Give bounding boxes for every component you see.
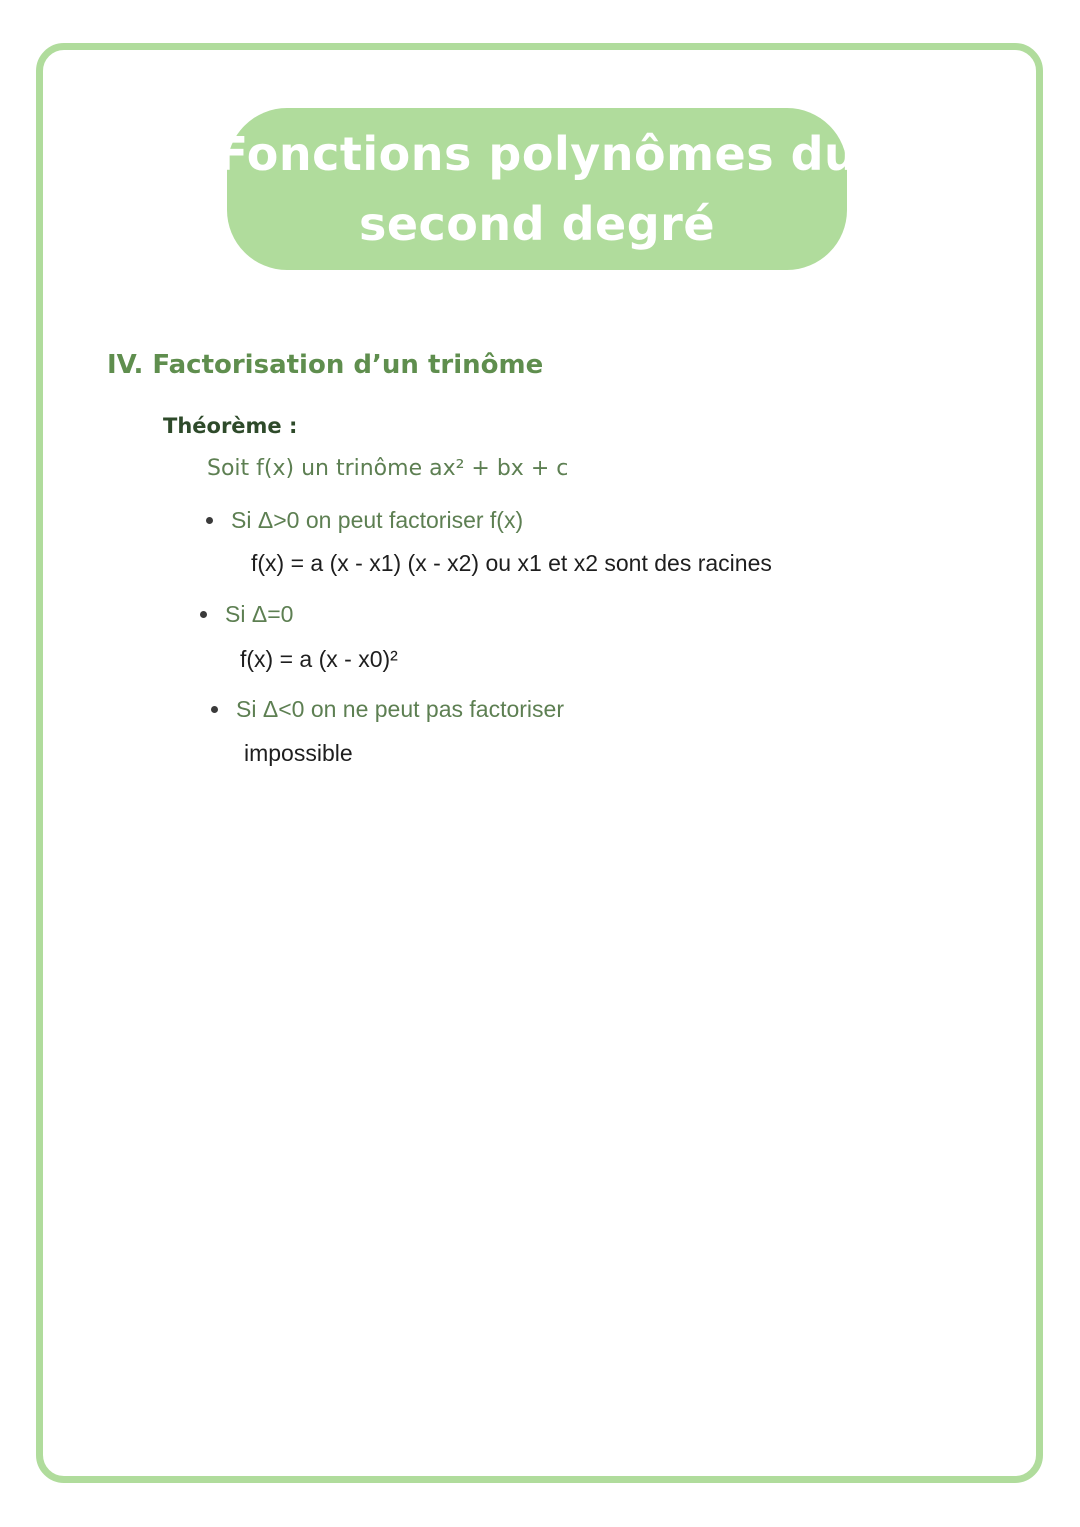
title-line-1: Fonctions polynômes du [216,127,858,181]
case-negative-text: Si Δ<0 on ne peut pas factoriser [236,696,564,722]
title-line-2: second degré [358,197,716,251]
title-banner [216,108,858,270]
section-heading: IV. Factorisation d’un trinôme [107,350,544,380]
theorem-label: Théorème : [163,414,298,438]
case-negative-result: impossible [244,740,353,766]
bullet-icon [211,706,218,713]
case-positive-formula: f(x) = a (x - x1) (x - x2) ou x1 et x2 sont des racines [251,550,772,576]
case-zero-text: Si Δ=0 [225,601,294,627]
case-zero-condition [200,601,293,628]
bullet-icon [200,611,207,618]
bullet-icon [206,517,213,524]
case-positive-condition [206,507,523,534]
case-positive-text: Si Δ>0 on peut factoriser f(x) [231,507,524,533]
case-negative-condition [211,696,564,723]
case-zero-formula: f(x) = a (x - x0)² [240,646,398,672]
theorem-statement: Soit f(x) un trinôme ax² + bx + c [207,456,569,481]
